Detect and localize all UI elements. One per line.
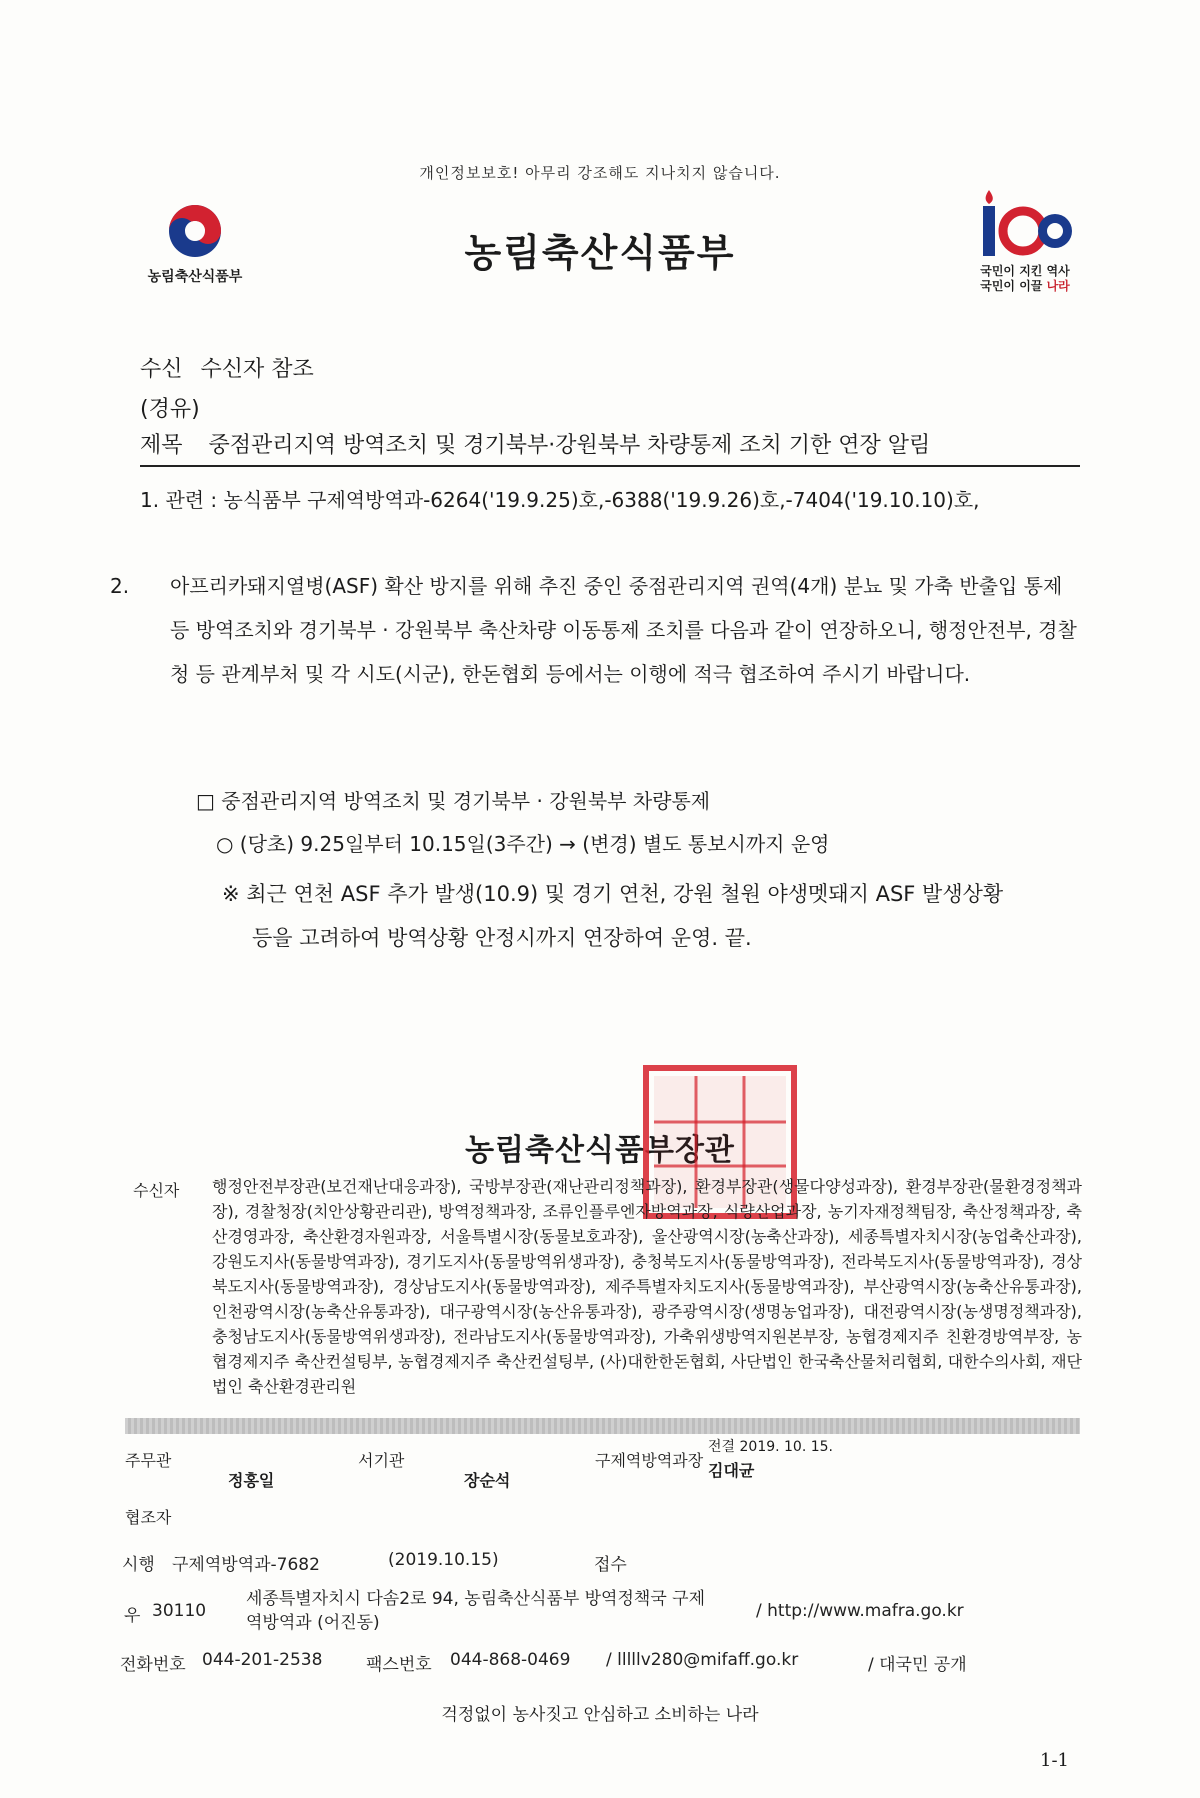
drafter-name: 정홍일 [228,1471,275,1490]
box-item: □ 중점관리지역 방역조치 및 경기북부 · 강원북부 차량통제 [196,789,711,813]
recipient-value: 수신자 참조 [200,357,314,382]
anniversary-emblem [965,190,1085,294]
100th-anniversary-icon [975,190,1075,260]
circle-item: ○ (당초) 9.25일부터 10.15일(3주간) → (변경) 별도 통보시까지 운영 [216,832,830,856]
fax-number: 044-868-0469 [450,1650,571,1670]
secretary-label: 서기관 [358,1451,405,1470]
drafter-label: 주무관 [125,1451,172,1470]
disclosure-status: / 대국민 공개 [868,1655,967,1675]
anniversary-line1: 국민이 지킨 역사 [980,264,1070,278]
receipt-label: 접수 [594,1555,627,1575]
anniversary-line2-b: 나라 [1046,279,1070,293]
phone-number: 044-201-2538 [202,1650,323,1670]
subject-line [140,428,1080,467]
recipients-list: 행정안전부장관(보건재난대응과장), 국방부장관(재난관리정책과장), 환경부장관(생물다양성과장), 환경부장관(물환경정책과장), 경찰청장(치안상황관리관), 방역정책과장, 조류인플루엔자방역과장, 식량산업과장, 농기자재정책팀장, 축산정책과장, 축산경영과장, 축산환경자원과장, 서울특별시장(동물보호과장), 울산광역시장(농축산과장), 세종특별자치시장(농업축산과장), 강원도지사(동물방역과장), 경기도지사(동물방역위생과장), 충청북도지사(동물방역과장), 전라북도지사(동물방역과장), 경상북도지사(동물방역과장), 경상남도지사(동물방역과장), 제주특별자치도지사(동물방역과장), 부산광역시장(농축산유통과장), 인천광역시장(농축산유통과장), 대구광역시장(농산유통과장), 광주광역시장(생명농업과장), 대전광역시장(농생명정책과장), 충청남도지사(동물방역위생과장), 전라남도지사(동물방역과장), 가축위생방역지원본부장, 농협경제지주 친환경방역부장, 농협경제지주 축산컨설팅부, 농협경제지주 축산컨설팅부, (사)대한한돈협회, 사단법인 한국축산물처리협회, 대한수의사회, 재단법인 축산환경관리원 [212,1177,1082,1396]
gov-logo-text: 농림축산식품부 [147,269,243,285]
address-line1: 세종특별자치시 다솜2로 94, 농림축산식품부 방역정책국 구제 [246,1589,705,1609]
exec-number: 구제역방역과-7682 [172,1555,320,1575]
fax-label: 팩스번호 [366,1655,432,1675]
final-approver-label: 구제역방역과장 [595,1451,704,1470]
final-approver-name: 김대균 [708,1461,755,1480]
privacy-tagline: 개인정보보호! 아무리 강조해도 지나치지 않습니다. [419,164,781,182]
website-link[interactable]: / http://www.mafra.go.kr [756,1601,964,1621]
paragraph-2-text: 아프리카돼지열병(ASF) 확산 방지를 위해 추진 중인 중점관리지역 권역(4개) 분뇨 및 가축 반출입 통제 등 방역조치와 경기북부 · 강원북부 축산차량 이동통제 조치를 다음과 같이 연장하오니, 행정안전부, 경찰청 등 관계부처 및 각 시도(시군), 한돈협회 등에서는 이행에 적극 협조하여 주시기 바랍니다. [170,574,1077,686]
note-line1: ※ 최근 연천 ASF 추가 발생(10.9) 및 경기 연천, 강원 철원 야생멧돼지 ASF 발생상황 [222,882,1004,906]
address [246,1587,705,1635]
address-line2: 역방역과 (어진동) [246,1613,380,1633]
subject-value: 중점관리지역 방역조치 및 경기북부·강원북부 차량통제 조치 기한 연장 알림 [208,433,931,458]
ministry-slogan: 걱정없이 농사짓고 안심하고 소비하는 나라 [441,1705,759,1725]
anniversary-line2 [965,279,1085,294]
exec-date: (2019.10.15) [388,1550,499,1570]
paragraph-2-number: 2. [110,574,130,598]
anniversary-line2-a: 국민이 이끌 [980,279,1047,293]
postal-label: 우 [124,1606,141,1626]
subject-label: 제목 [140,433,183,458]
recipient-label: 수신 [140,357,183,382]
organization-title: 농림축산식품부 [464,231,736,275]
note [222,872,1003,960]
recipient-line [140,352,314,383]
paragraph-1: 1. 관련 : 농식품부 구제역방역과-6264('19.9.25)호,-6388('19.9.26)호,-7404('19.10.10)호, [140,488,980,512]
phone-label: 전화번호 [120,1655,186,1675]
note-line2: 등을 고려하여 방역상황 안정시까지 연장하여 운영. 끝. [252,926,752,950]
final-approval-note: 전결 2019. 10. 15. [708,1439,834,1455]
recipients-label: 수신자 [133,1181,180,1200]
exec-label: 시행 [122,1555,155,1575]
secretary-name: 장순석 [464,1471,511,1490]
email-address[interactable]: / lllllv280@mifaff.go.kr [606,1650,799,1670]
cooperator-label: 협조자 [125,1508,172,1527]
minister-title: 농림축산식품부장관 [465,1133,735,1168]
page-number: 1-1 [1040,1750,1069,1771]
divider-bar [125,1418,1080,1434]
paragraph-2 [110,564,1080,696]
postal-code: 30110 [152,1601,207,1621]
via-line: (경유) [140,397,200,422]
